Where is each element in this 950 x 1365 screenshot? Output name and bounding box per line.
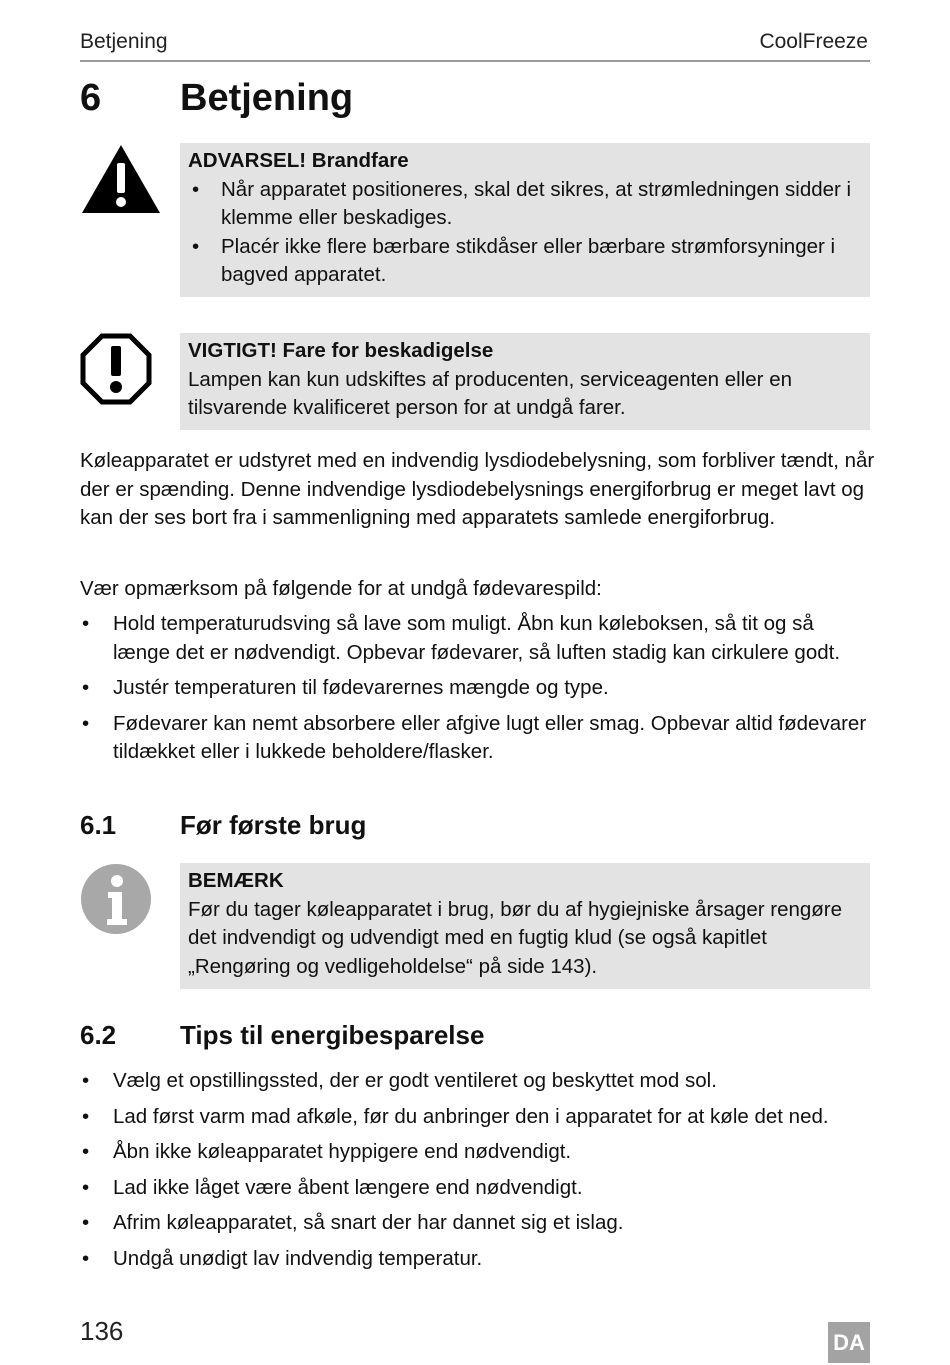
header-divider bbox=[80, 60, 870, 62]
energy-tips-list bbox=[80, 1067, 875, 1280]
subsection-2-title: Tips til energibesparelse bbox=[180, 1020, 485, 1050]
food-waste-list bbox=[80, 610, 875, 774]
list-item: • Vælg et opstillingssted, der er godt ventileret og beskyttet mod sol. bbox=[80, 1067, 875, 1096]
info-circle-icon bbox=[80, 863, 152, 940]
notice-text: Lampen kan kun udskiftes af producenten, serviceagenten eller en tilsvarende kvalificeret person for at undgå farer. bbox=[188, 367, 792, 419]
notice-title: VIGTIGT! Fare for beskadigelse bbox=[188, 339, 494, 362]
subsection-1-title: Før første brug bbox=[180, 810, 367, 840]
section-title: Betjening bbox=[180, 77, 354, 119]
food-waste-intro: Vær opmærksom på følgende for at undgå fødevarespild: bbox=[80, 577, 602, 600]
list-item: • Åbn ikke køleapparatet hyppigere end nødvendigt. bbox=[80, 1138, 875, 1167]
octagon-exclamation-icon bbox=[80, 333, 152, 410]
list-item: • Lad først varm mad afkøle, før du anbringer den i apparatet for at køle det ned. bbox=[80, 1103, 875, 1132]
note-box bbox=[180, 863, 870, 989]
list-item: • Hold temperaturudsving så lave som muligt. Åbn kun køleboksen, så tit og så længe det er nødvendigt. Opbevar fødevarer, så luften stadig kan cirkulere godt. bbox=[80, 610, 875, 667]
warning-list bbox=[188, 176, 862, 290]
subsection-2-number: 6.2 bbox=[80, 1020, 117, 1050]
list-item: • Fødevarer kan nemt absorbere eller afgive lugt eller smag. Opbevar altid fødevarer tildækket eller i lukkede beholdere/flasker. bbox=[80, 710, 875, 767]
page-number: 136 bbox=[80, 1316, 124, 1346]
notice-box bbox=[180, 333, 870, 430]
warning-box bbox=[180, 143, 870, 297]
warning-triangle-icon bbox=[80, 143, 162, 220]
list-item: • Afrim køleapparatet, så snart der har dannet sig et islag. bbox=[80, 1209, 875, 1238]
list-item: • Lad ikke låget være åbent længere end nødvendigt. bbox=[80, 1174, 875, 1203]
note-text: Før du tager køleapparatet i brug, bør du af hygiejniske årsager rengøre det indvendigt og udvendigt med en fugtig klud (se også kapitlet „Rengøring og vedligeholdelse“ på side 143). bbox=[188, 897, 843, 978]
list-item: • Undgå unødigt lav indvendig temperatur. bbox=[80, 1245, 875, 1274]
list-item: • Justér temperaturen til fødevarernes mængde og type. bbox=[80, 674, 875, 703]
section-number: 6 bbox=[80, 77, 102, 119]
warning-item: • Placér ikke flere bærbare stikdåser eller bærbare strømforsyninger i bagved apparatet. bbox=[188, 233, 862, 290]
warning-item: • Når apparatet positioneres, skal det sikres, at strømledningen sidder i klemme eller beskadiges. bbox=[188, 176, 862, 233]
running-header-chapter: Betjening bbox=[80, 30, 168, 53]
note-title: BEMÆRK bbox=[188, 869, 284, 892]
intro-paragraph: Køleapparatet er udstyret med en indvendig lysdiodebelysning, som forbliver tændt, når der er spænding. Denne indvendige lysdiodebelysnings energiforbrug er meget lavt og kan der ses bort fra i sammenligning med apparatets samlede energiforbrug. bbox=[80, 449, 875, 529]
running-header-product: CoolFreeze bbox=[759, 30, 868, 53]
language-badge: DA bbox=[828, 1322, 870, 1363]
subsection-1-number: 6.1 bbox=[80, 810, 117, 840]
warning-title: ADVARSEL! Brandfare bbox=[188, 149, 409, 172]
